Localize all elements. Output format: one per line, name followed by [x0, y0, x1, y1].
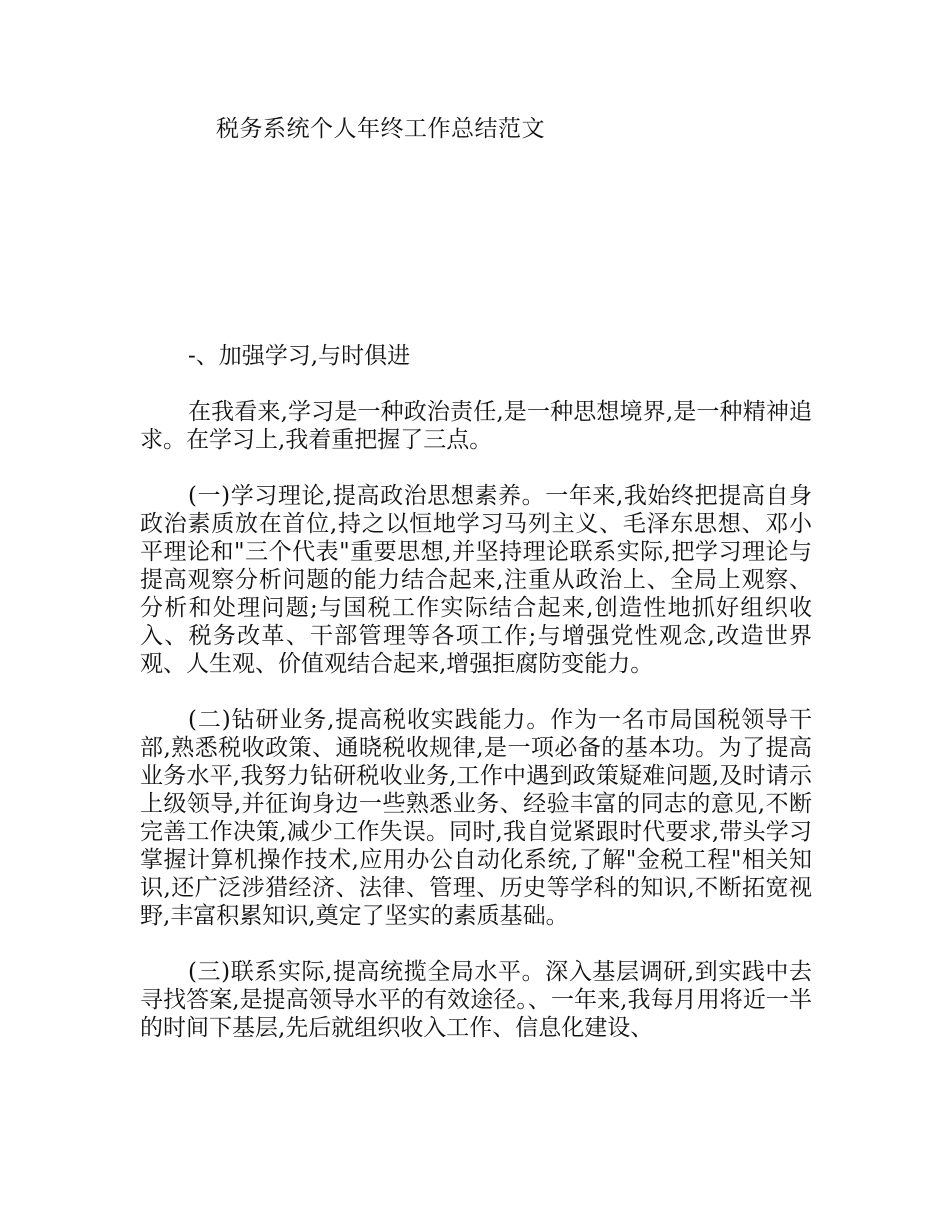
paragraph-practice: (三)联系实际,提高统揽全局水平。深入基层调研,到实践中去寻找答案,是提高领导水平的有效途径。、一年来,我每月用将近一半的时间下基层,先后就组织收入工作、信息化建设、: [140, 959, 812, 1041]
paragraph-intro: 在我看来,学习是一种政治责任,是一种思想境界,是一种精神追求。在学习上,我着重把握了三点。: [140, 399, 812, 453]
paragraph-theory: (一)学习理论,提高政治思想素养。一年来,我始终把提高自身政治素质放在首位,持之以恒地学习马列主义、毛泽东思想、邓小平理论和"三个代表"重要思想,并坚持理论联系实际,把学习理论与提高观察分析问题的能力结合起来,注重从政治上、全局上观察、分析和处理问题;与国税工作实际结合起来,创造性地抓好组织收入、税务改革、干部管理等各项工作;与增强党性观念,改造世界观、人生观、价值观结合起来,增强拒腐防变能力。: [140, 483, 812, 677]
document-title: 税务系统个人年终工作总结范文: [216, 116, 545, 142]
section-heading: -、加强学习,与时俱进: [188, 343, 411, 369]
paragraph-business: (二)钻研业务,提高税收实践能力。作为一名市局国税领导干部,熟悉税收政策、通晓税收规律,是一项必备的基本功。为了提高业务水平,我努力钻研税收业务,工作中遇到政策疑难问题,及时请示上级领导,并征询身边一些熟悉业务、经验丰富的同志的意见,不断完善工作决策,减少工作失误。同时,我自觉紧跟时代要求,带头学习掌握计算机操作技术,应用办公自动化系统,了解"金税工程"相关知识,还广泛涉猎经济、法律、管理、历史等学科的知识,不断拓宽视野,丰富积累知识,奠定了坚实的素质基础。: [140, 707, 812, 929]
document-body: [140, 342, 812, 1070]
